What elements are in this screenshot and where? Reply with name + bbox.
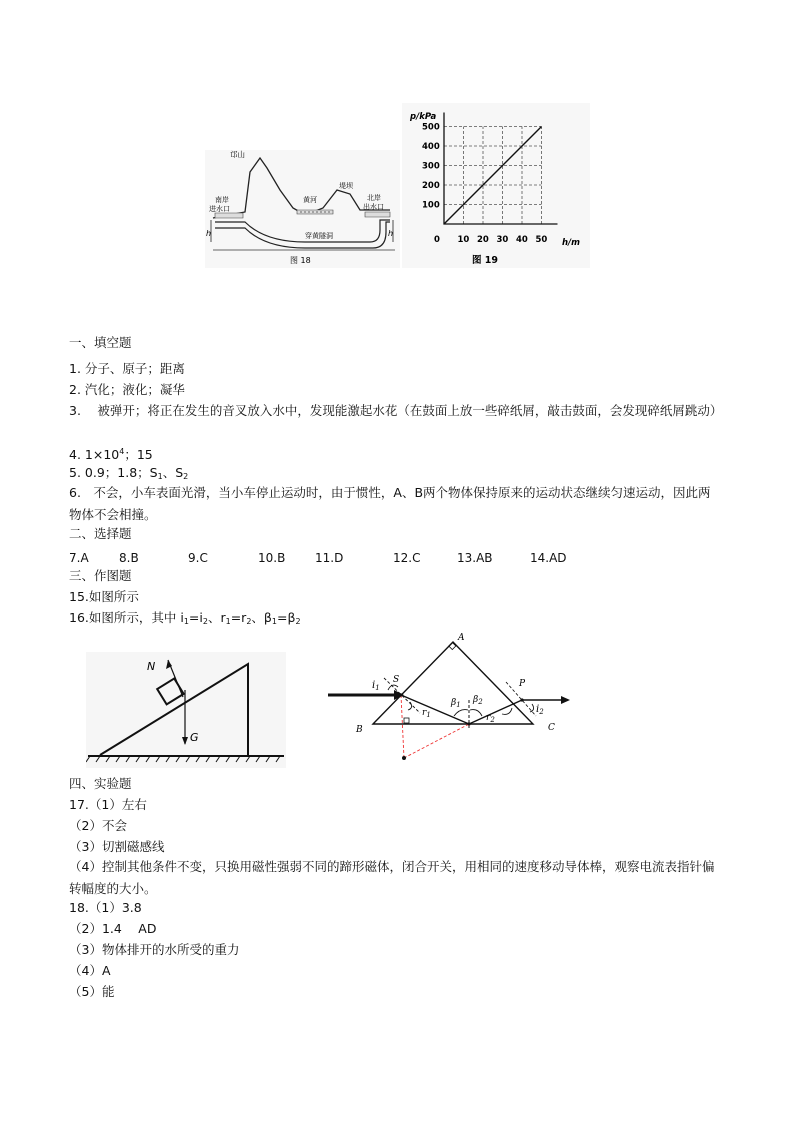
- prism-refraction-diagram: [326, 630, 578, 765]
- answer-16-s1: 1: [183, 617, 189, 626]
- label-B: B: [356, 725, 363, 735]
- fig18-label-embankment: 堤坝: [339, 182, 353, 190]
- fig19-x-tick: 20: [477, 235, 489, 245]
- mc-10: 10.B: [258, 551, 286, 565]
- fig19-caption: 图 19: [472, 255, 499, 266]
- section-1-title: 一、填空题: [69, 335, 132, 350]
- label-beta2: $\beta_2$: [473, 695, 483, 706]
- incline-force-diagram: [86, 652, 286, 768]
- answer-1: 1. 分子、原子；距离: [69, 361, 185, 376]
- label-beta1: $\beta_1$: [451, 698, 461, 709]
- label-P: P: [519, 679, 526, 689]
- yellow-river-water: [297, 210, 333, 214]
- fig18-label-outlet: 出水口: [363, 203, 384, 211]
- label-C: C: [548, 723, 555, 733]
- fig19-y-tick: 300: [422, 161, 440, 172]
- fig19-y-tick: 400: [422, 142, 440, 152]
- answer-18-3: （3）物体排开的水所受的重力: [69, 942, 240, 957]
- answer-2: 2. 汽化；液化；凝华: [69, 382, 185, 397]
- fig19-x-tick: 0: [434, 235, 440, 245]
- answer-16-s3: 1: [225, 617, 231, 626]
- answer-17-4: （4）控制其他条件不变，只换用磁性强弱不同的蹄形磁体，闭合开关，用相同的速度移动导体棒，观察电流表指针偏转幅度的大小。: [69, 859, 715, 896]
- fig18-label-north-bank: 北岸: [367, 194, 381, 202]
- fig18-caption: 图 18: [290, 256, 311, 265]
- answer-16-text: 16.如图所示，其中 i: [69, 610, 184, 625]
- fig18-label-yellow-river: 黄河: [303, 196, 317, 204]
- fig18-label-tunnel: 穿黄隧洞: [305, 232, 333, 240]
- fig18-label-mang: 邙山: [230, 150, 245, 159]
- section-4-title: 四、实验题: [69, 776, 132, 791]
- answer-5-mid: 、S: [162, 465, 184, 480]
- answer-18-5: （5）能: [69, 984, 115, 999]
- fig18-h-right: h: [388, 229, 394, 238]
- answer-6: 6. 不会，小车表面光滑，当小车停止运动时，由于惯性，A、B两个物体保持原来的运动状态继续匀速运动，因此两物体不会相撞。: [69, 485, 711, 522]
- answer-16-t2: 、r: [207, 610, 226, 625]
- label-i2: $i_2$: [536, 704, 544, 716]
- label-i1: $i_1$: [372, 680, 380, 692]
- mc-11: 11.D: [315, 551, 344, 565]
- answer-16-t1: =i: [188, 610, 203, 625]
- answer-18-1: 18.（1）3.8: [69, 900, 142, 915]
- answer-17-1: 17.（1）左右: [69, 797, 147, 812]
- mc-12: 12.C: [393, 551, 421, 565]
- mc-7: 7.A: [69, 551, 89, 565]
- fig19-x-label: h/m: [562, 238, 581, 248]
- section-3-title: 三、作图题: [69, 568, 132, 583]
- label-S: S: [393, 675, 400, 685]
- answer-18-4: （4）A: [69, 963, 111, 978]
- answer-16-s4: 2: [246, 617, 252, 626]
- fig19-y-label: p/kPa: [410, 112, 437, 122]
- answer-16-s2: 2: [202, 617, 208, 626]
- answer-16-t5: =β: [277, 610, 296, 625]
- mc-14: 14.AD: [530, 551, 567, 565]
- figure-19-graph: [402, 103, 590, 268]
- answer-4: [69, 444, 153, 463]
- fig18-label-south-bank: 南岸: [215, 196, 229, 204]
- answer-16-s5: 1: [271, 617, 277, 626]
- fig19-y-tick: 100: [422, 200, 440, 211]
- mc-9: 9.C: [188, 551, 208, 565]
- label-A: A: [458, 633, 465, 643]
- fig19-x-tick: 10: [457, 235, 470, 245]
- label-N: N: [147, 660, 156, 673]
- figure-18-cross-section: [205, 150, 400, 268]
- fig19-x-tick: 50: [535, 235, 548, 245]
- answer-3: 3. 被弹开；将正在发生的音叉放入水中，发现能激起水花（在鼓面上放一些碎纸屑，敲击鼓面，会发现碎纸屑跳动）: [69, 403, 723, 418]
- answer-4-rest: ；15: [124, 447, 153, 462]
- label-r1: $r_1$: [422, 708, 431, 719]
- mc-13: 13.AB: [457, 551, 493, 565]
- fig19-x-tick: 30: [496, 235, 509, 245]
- answer-5-sub1: 1: [157, 472, 163, 481]
- answer-5-sub2: 2: [183, 472, 189, 481]
- answer-16-t4: 、β: [251, 610, 272, 625]
- fig19-y-tick: 200: [422, 181, 440, 191]
- fig19-x-tick: 40: [516, 235, 528, 245]
- answer-17-3: （3）切割磁感线: [69, 839, 165, 854]
- answer-18-2: （2）1.4 AD: [69, 921, 157, 936]
- red-dashed-normal: [401, 695, 404, 758]
- answer-4-exp: 4: [119, 447, 125, 456]
- answer-17-2: （2）不会: [69, 818, 127, 833]
- answer-4-base: 4. 1×10: [69, 447, 120, 462]
- fig18-label-inlet: 进水口: [209, 205, 230, 213]
- mc-8: 8.B: [119, 551, 139, 565]
- answer-15: 15.如图所示: [69, 589, 139, 604]
- section-2-title: 二、选择题: [69, 526, 132, 541]
- fig19-y-tick: 500: [422, 122, 440, 133]
- answer-16: [69, 610, 301, 630]
- label-r2: $r_2$: [486, 713, 495, 724]
- fig18-h-left: h: [206, 229, 212, 238]
- label-G: G: [190, 731, 199, 744]
- answer-16-s6: 2: [295, 617, 301, 626]
- answer-16-t3: =r: [230, 610, 247, 625]
- answer-5-text: 5. 0.9；1.8；S: [69, 465, 158, 480]
